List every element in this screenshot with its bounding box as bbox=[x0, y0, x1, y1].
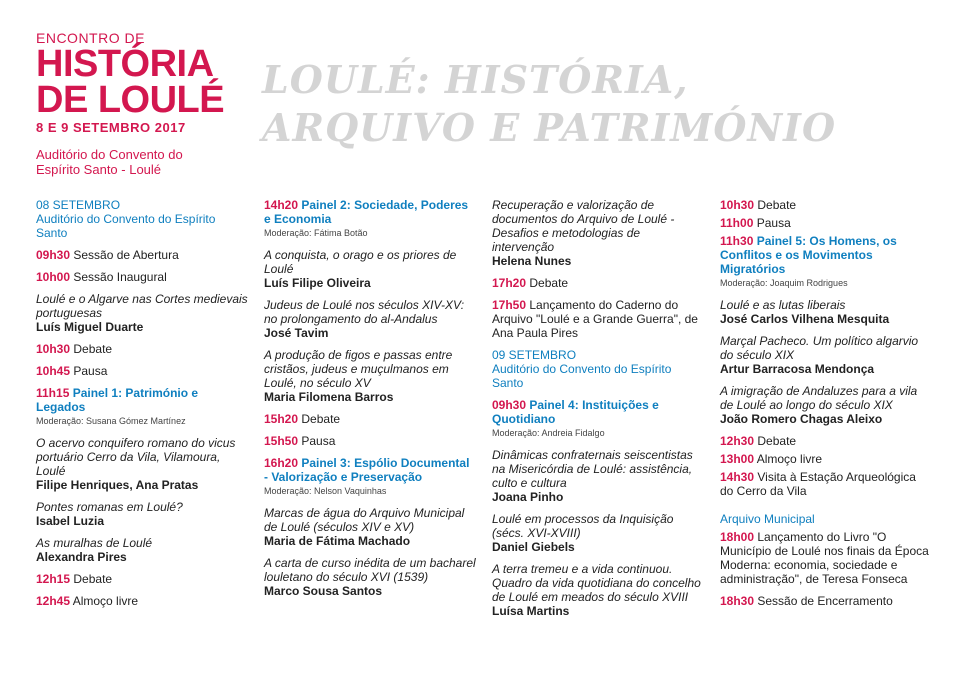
session bbox=[492, 276, 704, 290]
session bbox=[36, 342, 248, 356]
main-title-line1: LOULÉ: HISTÓRIA, bbox=[262, 57, 689, 102]
talk-speaker: José Tavim bbox=[264, 326, 329, 340]
talk-speaker: Joana Pinho bbox=[492, 490, 564, 504]
panel bbox=[492, 398, 704, 440]
panel-time: 11h30 bbox=[720, 234, 754, 248]
event-dates: 8 E 9 SETEMBRO 2017 bbox=[36, 120, 186, 135]
venue-heading bbox=[720, 512, 930, 526]
session-text: Pausa bbox=[756, 216, 791, 230]
session-time: 10h00 bbox=[36, 270, 71, 284]
panel bbox=[720, 234, 930, 290]
talk bbox=[264, 348, 476, 404]
session-text: Lançamento do Caderno do Arquivo "Loulé e a Grande Guerra", de Ana Paula Pires bbox=[492, 298, 698, 340]
talk-speaker: Helena Nunes bbox=[492, 254, 572, 268]
panel-title: Painel 2: Sociedade, Poderes e Economia bbox=[264, 198, 469, 226]
talk-title: A terra tremeu e a vida continuou. Quadro da vida quotidiana do concelho de Loulé em meados do século XVIII bbox=[492, 562, 701, 604]
session-time: 17h50 bbox=[492, 298, 527, 312]
session-text: Debate bbox=[757, 434, 797, 448]
panel-moderator: Moderação: Susana Gómez Martínez bbox=[36, 416, 186, 426]
talk-title: O acervo conquifero romano do vicus portuário Cerro da Vila, Vilamoura, Loulé bbox=[36, 436, 236, 478]
talk-title: Loulé e as lutas liberais bbox=[720, 298, 846, 312]
session-text: Almoço livre bbox=[72, 594, 139, 608]
session bbox=[36, 364, 248, 378]
talk-title: Marçal Pacheco. Um político algarvio do século XIX bbox=[720, 334, 919, 362]
session-time: 18h00 bbox=[720, 530, 755, 544]
session bbox=[492, 298, 704, 340]
session-time: 12h15 bbox=[36, 572, 71, 586]
panel-moderator: Moderação: Fátima Botão bbox=[264, 228, 368, 238]
session-time: 13h00 bbox=[720, 452, 755, 466]
session bbox=[36, 572, 248, 586]
session-text: Lançamento do Livro "O Município de Loulé nos finais da Época Moderna: economia, sociedade e administração", de Teresa Fonseca bbox=[720, 530, 929, 586]
talk bbox=[36, 536, 248, 564]
session-time: 15h50 bbox=[264, 434, 299, 448]
session-time: 10h30 bbox=[36, 342, 71, 356]
talk-speaker: Daniel Giebels bbox=[492, 540, 575, 554]
panel-time: 16h20 bbox=[264, 456, 299, 470]
talk-speaker: João Romero Chagas Aleixo bbox=[720, 412, 883, 426]
session-text: Sessão Inaugural bbox=[73, 270, 167, 284]
talk-title: Marcas de água do Arquivo Municipal de Loulé (séculos XIV e XV) bbox=[264, 506, 465, 534]
day-heading bbox=[36, 198, 248, 240]
talk bbox=[264, 556, 476, 598]
session-text: Debate bbox=[301, 412, 341, 426]
session bbox=[720, 198, 930, 212]
talk bbox=[264, 506, 476, 548]
session bbox=[36, 594, 248, 608]
event-label: ENCONTRO DE bbox=[36, 30, 145, 46]
session bbox=[264, 412, 476, 426]
panel-moderator: Moderação: Nelson Vaquinhas bbox=[264, 486, 387, 496]
talk-speaker: Isabel Luzia bbox=[36, 514, 105, 528]
talk bbox=[492, 448, 704, 504]
session-time: 12h30 bbox=[720, 434, 755, 448]
day-venue: Auditório do Convento do Espírito Santo bbox=[36, 212, 216, 240]
session-text: Debate bbox=[529, 276, 569, 290]
panel-time: 14h20 bbox=[264, 198, 299, 212]
session bbox=[36, 248, 248, 262]
talk-title: A conquista, o orago e os priores de Loulé bbox=[264, 248, 457, 276]
session bbox=[720, 470, 930, 498]
main-title-line2: ARQUIVO E PATRIMÓNIO bbox=[262, 105, 837, 150]
day-label: 09 SETEMBRO bbox=[492, 348, 577, 362]
session-time: 17h20 bbox=[492, 276, 527, 290]
session bbox=[720, 434, 930, 448]
session-text: Pausa bbox=[301, 434, 336, 448]
session-text: Sessão de Abertura bbox=[73, 248, 179, 262]
panel-title: Painel 1: Património e Legados bbox=[36, 386, 199, 414]
session-time: 09h30 bbox=[36, 248, 71, 262]
talk bbox=[264, 248, 476, 290]
panel-time: 11h15 bbox=[36, 386, 70, 400]
panel-time: 09h30 bbox=[492, 398, 527, 412]
talk-speaker: Artur Barracosa Mendonça bbox=[720, 362, 875, 376]
talk-speaker: José Carlos Vilhena Mesquita bbox=[720, 312, 890, 326]
session-time: 10h30 bbox=[720, 198, 755, 212]
panel-moderator: Moderação: Joaquim Rodrigues bbox=[720, 278, 848, 288]
session-time: 15h20 bbox=[264, 412, 299, 426]
day-venue: Auditório do Convento do Espírito Santo bbox=[492, 362, 672, 390]
talk-title: Dinâmicas confraternais seiscentistas na Misericórdia de Loulé: assistência, culto e cultura bbox=[492, 448, 693, 490]
session bbox=[264, 434, 476, 448]
panel-title: Painel 5: Os Homens, os Conflitos e os Movimentos Migratórios bbox=[720, 234, 897, 276]
talk-speaker: Luís Filipe Oliveira bbox=[264, 276, 371, 290]
session-time: 14h30 bbox=[720, 470, 755, 484]
session-text: Sessão de Encerramento bbox=[757, 594, 893, 608]
session-time: 18h30 bbox=[720, 594, 755, 608]
panel-title: Painel 4: Instituições e Quotidiano bbox=[492, 398, 659, 426]
session bbox=[720, 452, 930, 466]
panel-moderator: Moderação: Andreia Fidalgo bbox=[492, 428, 605, 438]
event-header bbox=[36, 30, 224, 177]
session bbox=[720, 530, 930, 586]
panel-title: Painel 3: Espólio Documental - Valorização e Preservação bbox=[264, 456, 470, 484]
talk-title: Loulé e o Algarve nas Cortes medievais portuguesas bbox=[36, 292, 248, 320]
main-title bbox=[262, 56, 836, 152]
session-text: Debate bbox=[757, 198, 797, 212]
talk bbox=[36, 436, 248, 492]
day-heading bbox=[492, 348, 704, 390]
talk bbox=[492, 198, 704, 268]
session-text: Debate bbox=[73, 342, 113, 356]
talk-title: Recuperação e valorização de documentos do Arquivo de Loulé - Desafios e metodologias de intervenção bbox=[492, 198, 675, 254]
talk-title: A carta de curso inédita de um bacharel louletano do século XVI (1539) bbox=[264, 556, 476, 584]
talk-speaker: Luís Miguel Duarte bbox=[36, 320, 144, 334]
session bbox=[720, 216, 930, 230]
event-venue: Auditório do Convento do Espírito Santo - Loulé bbox=[36, 147, 183, 177]
session bbox=[36, 270, 248, 284]
talk bbox=[36, 292, 248, 334]
day-label: 08 SETEMBRO bbox=[36, 198, 121, 212]
session-time: 11h00 bbox=[720, 216, 754, 230]
talk-speaker: Maria de Fátima Machado bbox=[264, 534, 411, 548]
talk bbox=[720, 334, 930, 376]
program-column-2 bbox=[264, 198, 476, 606]
event-title-line2: DE LOULÉ bbox=[36, 79, 225, 121]
talk-title: Loulé em processos da Inquisição (sécs. XVI-XVIII) bbox=[492, 512, 674, 540]
talk-title: Judeus de Loulé nos séculos XIV-XV: no prolongamento do al-Andalus bbox=[264, 298, 465, 326]
session-time: 12h45 bbox=[36, 594, 71, 608]
talk-title: A imigração de Andaluzes para a vila de Loulé ao longo do século XIX bbox=[720, 384, 918, 412]
event-title-line1: HISTÓRIA bbox=[36, 43, 214, 85]
talk bbox=[720, 384, 930, 426]
talk-speaker: Luísa Martins bbox=[492, 604, 570, 618]
panel bbox=[264, 198, 476, 240]
panel bbox=[36, 386, 248, 428]
panel bbox=[264, 456, 476, 498]
session bbox=[720, 594, 930, 608]
session-text: Pausa bbox=[73, 364, 108, 378]
talk-title: Pontes romanas em Loulé? bbox=[36, 500, 183, 514]
talk-speaker: Maria Filomena Barros bbox=[264, 390, 394, 404]
talk-title: A produção de figos e passas entre cristãos, judeus e muçulmanos em Loulé, no século XV bbox=[264, 348, 453, 390]
program-column-1 bbox=[36, 198, 248, 616]
talk-speaker: Filipe Henriques, Ana Pratas bbox=[36, 478, 199, 492]
program-column-3 bbox=[492, 198, 704, 626]
talk bbox=[36, 500, 248, 528]
talk-speaker: Marco Sousa Santos bbox=[264, 584, 383, 598]
talk bbox=[720, 298, 930, 326]
session-time: 10h45 bbox=[36, 364, 71, 378]
talk bbox=[492, 512, 704, 554]
venue-label: Arquivo Municipal bbox=[720, 512, 815, 526]
program-column-4 bbox=[720, 198, 930, 616]
talk bbox=[492, 562, 704, 618]
session-text: Almoço livre bbox=[756, 452, 823, 466]
talk bbox=[264, 298, 476, 340]
session-text: Debate bbox=[73, 572, 113, 586]
talk-title: As muralhas de Loulé bbox=[36, 536, 153, 550]
talk-speaker: Alexandra Pires bbox=[36, 550, 127, 564]
session-text: Visita à Estação Arqueológica do Cerro da Vila bbox=[720, 470, 916, 498]
